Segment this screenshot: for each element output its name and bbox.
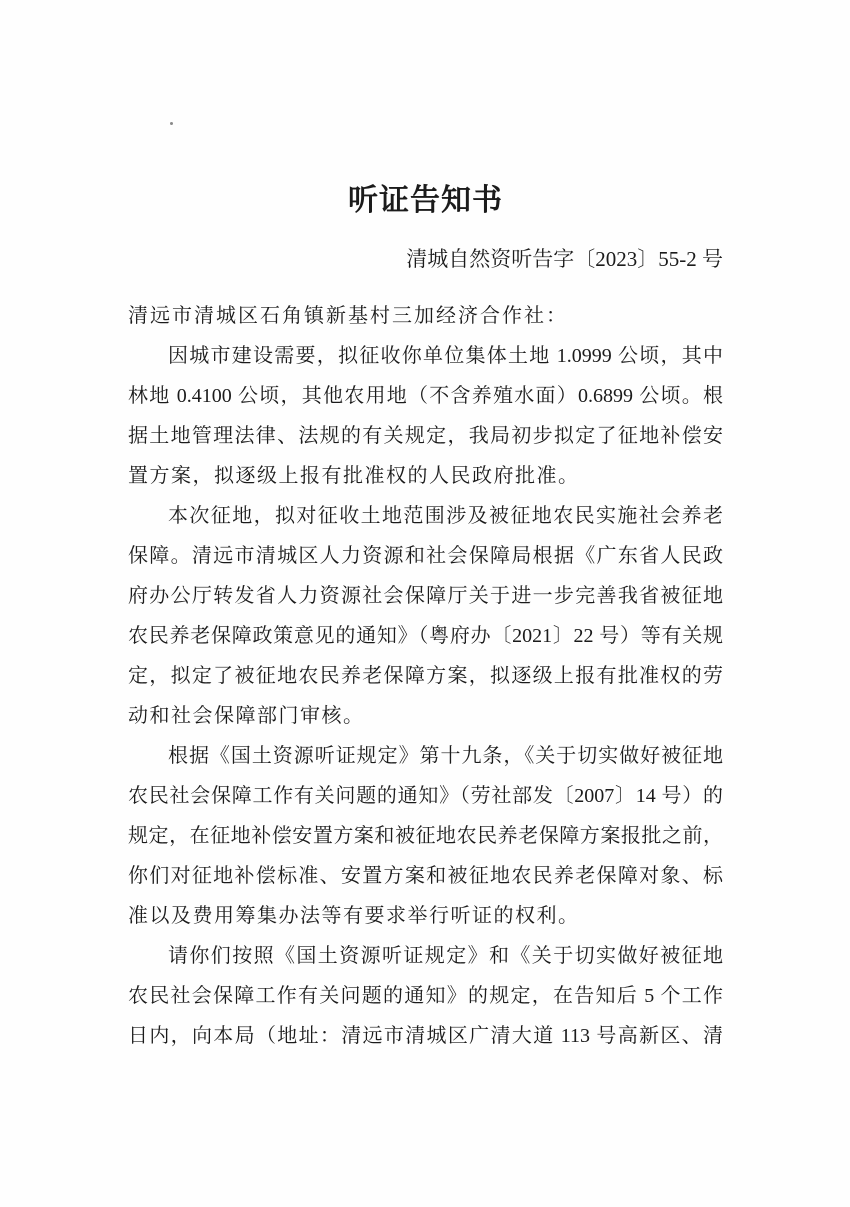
paragraph-line: 你们对征地补偿标准、安置方案和被征地农民养老保障对象、标: [128, 865, 723, 887]
paragraph-line: 日内，向本局（地址：清远市清城区广清大道 113 号高新区、清: [128, 1025, 723, 1047]
document-number: 清城自然资听告字〔2023〕55-2 号: [406, 247, 723, 271]
paragraph-line: 根据《国土资源听证规定》第十九条，《关于切实做好被征地: [168, 745, 723, 767]
paragraph-line: 林地 0.4100 公顷，其他农用地（不含养殖水面）0.6899 公顷。根: [128, 385, 723, 407]
paragraph-line: 农民社会保障工作有关问题的通知》的规定，在告知后 5 个工作: [128, 985, 723, 1007]
paragraph-line: 准以及费用筹集办法等有要求举行听证的权利。: [128, 905, 580, 927]
paragraph-line: 因城市建设需要，拟征收你单位集体土地 1.0999 公顷，其中: [168, 345, 723, 367]
paragraph-line: 据土地管理法律、法规的有关规定，我局初步拟定了征地补偿安: [128, 425, 723, 447]
paragraph-line: 保障。清远市清城区人力资源和社会保障局根据《广东省人民政: [128, 545, 723, 567]
paragraph-line: 请你们按照《国土资源听证规定》和《关于切实做好被征地: [168, 945, 723, 967]
paragraph-line: 府办公厅转发省人力资源社会保障厅关于进一步完善我省被征地: [128, 585, 723, 607]
paragraph-line: 农民养老保障政策意见的通知》（粤府办〔2021〕22 号）等有关规: [128, 625, 723, 647]
paragraph-line: 农民社会保障工作有关问题的通知》（劳社部发〔2007〕14 号）的: [128, 785, 723, 807]
addressee-line: 清远市清城区石角镇新基村三加经济合作社：: [128, 305, 568, 327]
document-title: 听证告知书: [348, 184, 503, 217]
paragraph-line: 置方案，拟逐级上报有批准权的人民政府批准。: [128, 465, 580, 487]
paragraph-line: 本次征地，拟对征收土地范围涉及被征地农民实施社会养老: [168, 505, 723, 527]
paragraph-line: 动和社会保障部门审核。: [128, 705, 365, 727]
paragraph-line: 定，拟定了被征地农民养老保障方案，拟逐级上报有批准权的劳: [128, 665, 723, 687]
document-body: [128, 296, 723, 1056]
paragraph-line: 规定，在征地补偿安置方案和被征地农民养老保障方案报批之前，: [128, 825, 723, 847]
scan-speck: [170, 122, 173, 125]
